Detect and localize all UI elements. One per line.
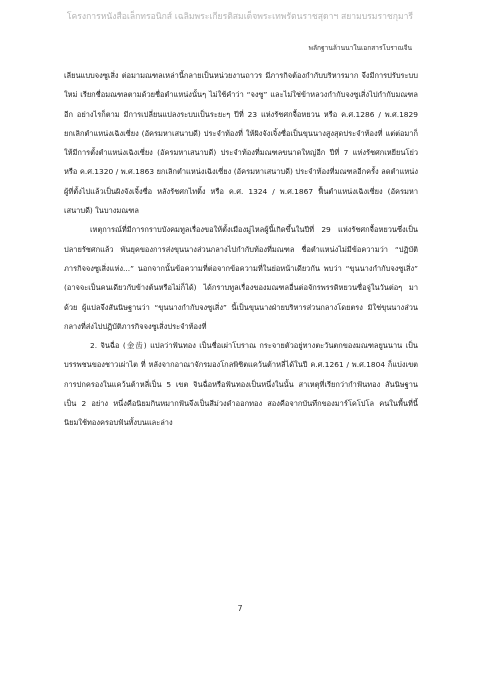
paragraph-3: 2. จินฉื่อ (金齿) แปลว่าฟันทอง เป็นชื่อเผ่าโบราณ กระจายตัวอยู่ทางตะวันตกของมณฑลยูนนาน เป็นบรรพชนของชาวเผ่าไต ที่ หลังจากอาณาจักรมองโกลพิชิตแคว้นต้าหลี่ได้ในปี ค.ศ.1261 / พ.ศ.1804 ก็แบ่งเขตการปกครองในแคว้นต้าหลี่เป็น 5 เขต จินฉื่อหรือฟันทองเป็นหนึ่งในนั้น สาเหตุที่เรียกว่ากำฟันทอง สันนิษฐานเป็น 2 อย่าง หนึ่งคือนิยมกินหมากฟันจึงเป็นสีม่วงดำออกทอง สองคือจากบันทึกของมาร์โคโปโล คนในพื้นที่นี้นิยมใช้ทองครอบฟันทั้งบนและล่าง: [64, 341, 418, 428]
running-header: พลักฐานล้านนาในเอกสารโบราณจีน: [308, 44, 412, 52]
page-number: 7: [237, 604, 243, 613]
series-banner: โครงการหนังสือเล็กทรอนิกส์ เฉลิมพระเกียรติสมเด็จพระเทพรัตนราชสุดาฯ สยามบรมราชกุมารี: [66, 12, 414, 22]
body-text: [64, 66, 418, 433]
paragraph-1: เลียนแบบจงซูเสิ่ง ต่อมามณฑลเหล่านี้กลายเป็นหน่วยงานถาวร มีภารกิจต้องกำกับบริหารมาก จึงมีการปรับระบบใหม่ เรียกชื่อมณฑลตามด้วยชื่อตำแหน่งนั้นๆ ไม่ใช้คำว่า “จงซู” และไม่ใช่ข้าหลวงกำกับจงซูเสิ่งไปกำกับมณฑลอีก อย่างไรก็ตาม มีการเปลี่ยนแปลงระบบเป็นระยะๆ ปีที่ 23 แห่งรัชศกจื้อหยวน หรือ ค.ศ.1286 / พ.ศ.1829 ยกเลิกตำแหน่งเฉิงเซี่ยง (อัครมหาเสนาบดี) ประจำท้องที่ ให้ผิงจังเจิ้งซื่อเป็นขุนนางสูงสุดประจำท้องที่ แต่ต่อมาก็ให้มีการตั้งตำแหน่งเฉิงเซี่ยง (อัครมหาเสนาบดี) ประจำท้องที่มณฑลขนาดใหญ่อีก ปีที่ 7 แห่งรัชศกเหยียนโย่ว หรือ ค.ศ.1320 / พ.ศ.1863 ยกเลิกตำแหน่งเฉิงเซี่ยง (อัครมหาเสนาบดี) ประจำท้องที่มณฑลอีกครั้ง ลดตำแหน่งผู้ที่ตั้งไปแล้วเป็นผิงจังเจิ้งซื่อ หลังรัชศกไทติ้ง หรือ ค.ศ. 1324 / พ.ศ.1867 ฟื้นตำแหน่งเฉิงเซี่ยง (อัครมหาเสนาบดี) ในบางมณฑล: [64, 71, 418, 216]
paragraph-2: เหตุการณ์ที่มีการกราบบังคมทูลเรื่องขอให้ตั้งเมืองมู่ไหลผู้นี้เกิดขึ้นในปีที่ 29 แห่งรัชศกจื้อหยวนซึ่งเป็นปลายรัชศกแล้ว พันยุคของการส่งขุนนางส่วนกลางไปกำกับท้องที่มณฑล ชื่อตำแหน่งไม่มีข้อความว่า “ปฏิบัติภารกิจจงซูเสิ่งแห่ง...” นอกจากนั้นข้อความที่ต่อจากข้อความที่ในย่อหน้าเดียวกัน พบว่า “ขุนนางกำกับจงซูเสิ่ง” (อาจจะเป็นคนเดียวกับข้างต้นหรือไม่ก็ได้) ได้กราบทูลเรื่องของมณฑลอื่นต่อจักรพรรดิหยวนซื่อจู่ในวันต่อๆ มาด้วย ผู้แปลจึงสันนิษฐานว่า “ขุนนางกำกับจงซูเสิ่ง” นี้เป็นขุนนางฝ่ายบริหารส่วนกลางโดยตรง มิใช่ขุนนางส่วนกลางที่ส่งไปปฏิบัติภารกิจจงซูเสิ่งประจำท้องที่: [64, 225, 418, 331]
